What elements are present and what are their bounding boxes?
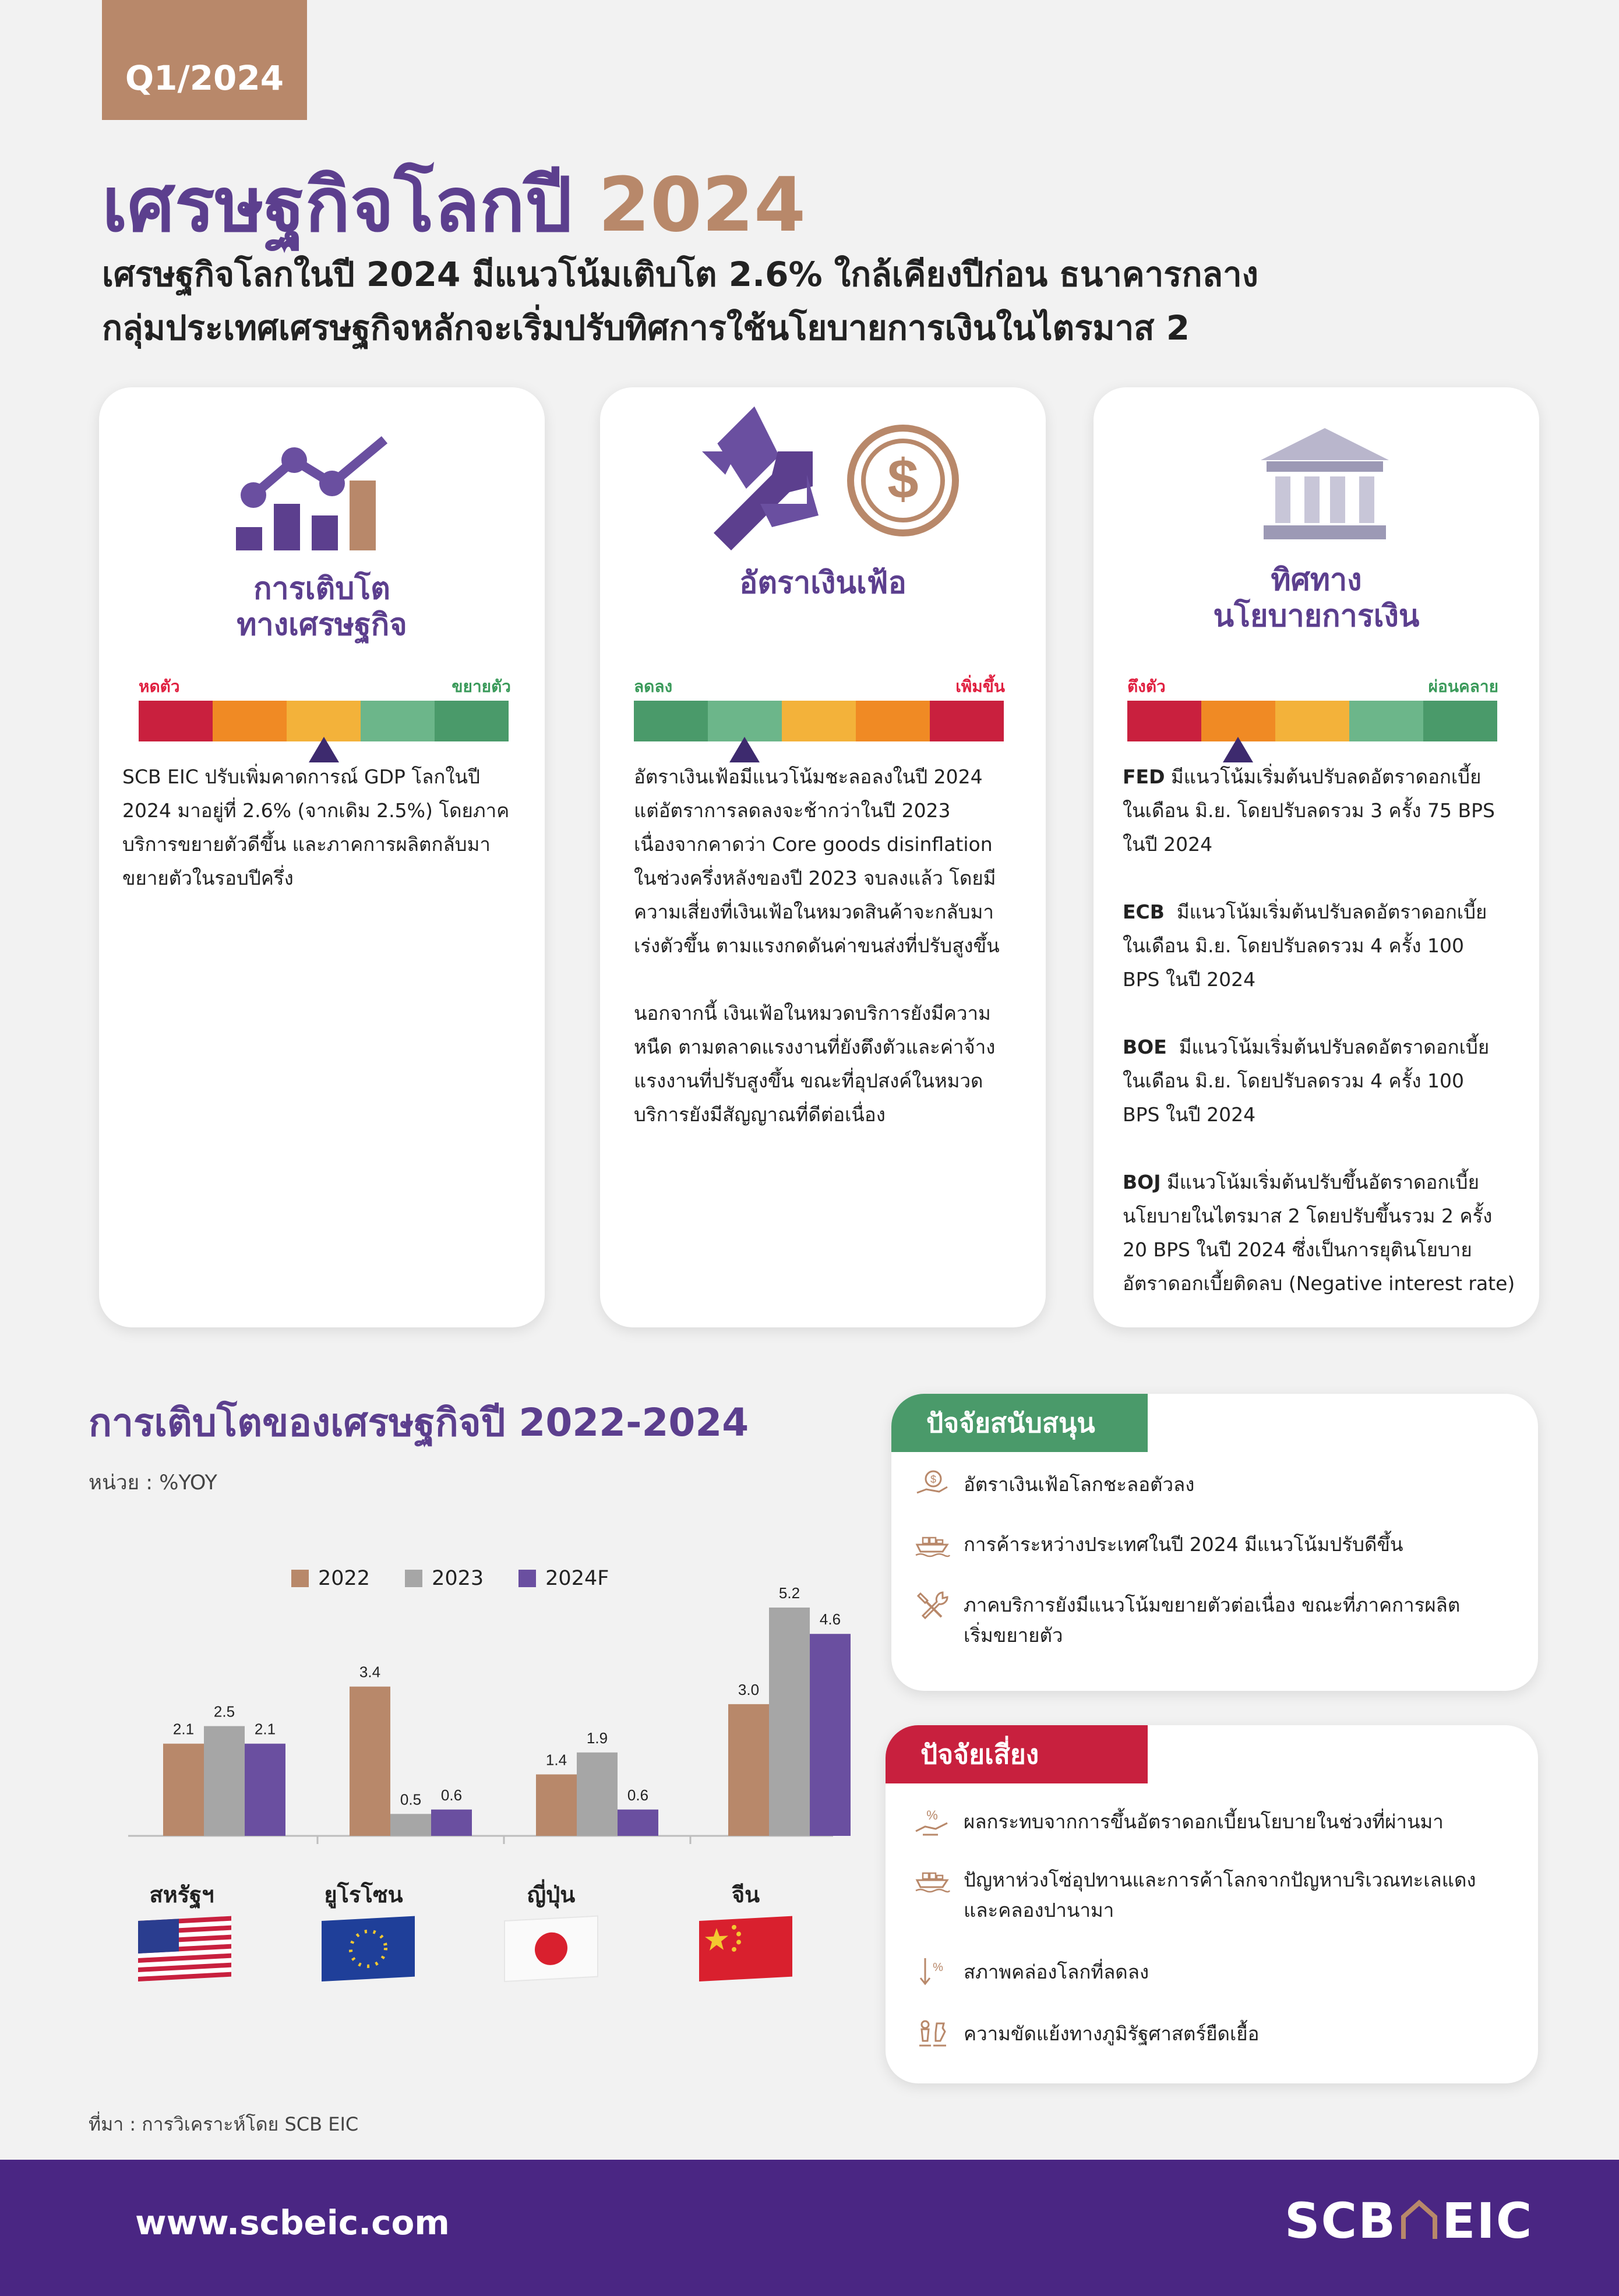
risk-item-text: ผลกระทบจากการขึ้นอัตราดอกเบี้ยนโยบายในช่วงที่ผ่านมา <box>964 1810 1444 1833</box>
growth-scale-right: ขยายตัว <box>452 677 511 696</box>
legend-swatch-2022 <box>291 1570 309 1587</box>
growth-body-line: 2024 มาอยู่ที่ 2.6% (จากเดิม 2.5%) โดยภาค <box>122 799 510 822</box>
inflation-scale-right: เพิ่มขึ้น <box>955 677 1005 696</box>
bar-value-label: 3.4 <box>359 1663 381 1681</box>
bar-2024F-1 <box>431 1810 472 1836</box>
risk-item <box>915 1807 1444 1837</box>
support-title: ปัจจัยสนับสนุน <box>891 1394 1148 1452</box>
down-percent-icon <box>915 1957 950 1987</box>
chart-section-title: การเติบโตของเศรษฐกิจปี 2022-2024 <box>89 1400 749 1445</box>
country-label-us: สหรัฐฯ <box>149 1882 214 1908</box>
bar-2023-2 <box>577 1753 618 1836</box>
subtitle-line-2: กลุ่มประเทศเศรษฐกิจหลักจะเริ่มปรับทิศการใช้นโยบายการเงินในไตรมาส 2 <box>102 308 1190 348</box>
bank-text: มีแนวโน้มเริ่มต้นปรับลดอัตราดอกเบี้ย <box>1179 1036 1490 1058</box>
bar-2022-0 <box>163 1744 204 1836</box>
page-subtitle <box>102 248 1258 355</box>
bank-ecb <box>1123 895 1530 997</box>
policy-scale-marker <box>1223 737 1253 762</box>
bar-value-label: 0.6 <box>627 1786 649 1804</box>
bank-text: ในปี 2024 <box>1123 833 1213 856</box>
policy-heading-line-1: ทิศทาง <box>1271 563 1362 598</box>
bank-name: FED <box>1123 765 1165 788</box>
bar-2023-1 <box>390 1814 431 1836</box>
us-flag-icon <box>138 1916 231 1981</box>
chart-unit: หน่วย : %YOY <box>89 1471 217 1495</box>
legend-label-2024f: 2024F <box>545 1567 609 1590</box>
svg-text:$: $ <box>887 448 919 510</box>
policy-scale-left: ตึงตัว <box>1127 677 1166 696</box>
bank-fed <box>1123 760 1530 861</box>
logo-right-text: EIC <box>1442 2192 1533 2249</box>
bank-text: อัตราดอกเบี้ยติดลบ (Negative interest rate) <box>1123 1272 1515 1295</box>
chart-legend <box>291 1567 609 1590</box>
inflation-body-line: เนื่องจากคาดว่า Core goods disinflation <box>634 833 993 856</box>
bar-value-label: 2.1 <box>254 1720 276 1738</box>
growth-body-line: ขยายตัวในรอบปีครึ่ง <box>122 867 294 889</box>
bar-2024F-2 <box>618 1810 658 1836</box>
japan-flag-icon <box>505 1916 598 1981</box>
inflation-body-line: อัตราเงินเฟ้อมีแนวโน้มชะลอลงในปี 2024 <box>634 765 983 788</box>
bank-text: มีแนวโน้มเริ่มต้นปรับขึ้นอัตราดอกเบี้ย <box>1166 1171 1479 1193</box>
bank-name: ECB <box>1123 900 1165 923</box>
bar-value-label: 1.4 <box>545 1751 567 1769</box>
support-card <box>891 1394 1538 1691</box>
support-item-text <box>964 1590 1460 1651</box>
risk-item-line: และคลองปานามา <box>964 1899 1114 1921</box>
policy-body <box>1123 760 1530 1301</box>
growth-scale-left: หดตัว <box>139 677 180 696</box>
support-item-line: ภาคบริการยังมีแนวโน้มขยายตัวต่อเนื่อง ขณะที่ภาคการผลิต <box>964 1594 1461 1616</box>
china-flag-icon <box>699 1916 792 1981</box>
dollar-coin-icon <box>845 422 961 539</box>
cargo-ship-icon <box>915 1865 950 1895</box>
legend-swatch-2023 <box>405 1570 422 1587</box>
bank-building-icon <box>1258 425 1392 542</box>
support-item-text: การค้าระหว่างประเทศในปี 2024 มีแนวโน้มปรับดีขึ้น <box>964 1533 1403 1556</box>
growth-body <box>122 760 530 895</box>
bar-2022-3 <box>728 1704 769 1836</box>
policy-heading-line-2: นโยบายการเงิน <box>1213 599 1420 634</box>
page-title <box>102 146 806 264</box>
inflation-scale-marker <box>729 737 760 762</box>
tools-icon <box>915 1590 950 1620</box>
bank-name: BOJ <box>1123 1171 1161 1193</box>
bar-2024F-3 <box>810 1634 851 1836</box>
inflation-body-line: นอกจากนี้ เงินเฟ้อในหมวดบริการยังมีความ <box>634 1002 991 1025</box>
risk-item <box>915 1957 1149 1987</box>
policy-card <box>1094 387 1539 1327</box>
svg-text:%: % <box>933 1961 943 1974</box>
percent-hand-icon <box>915 1807 950 1837</box>
policy-scale-right: ผ่อนคลาย <box>1428 677 1498 696</box>
bank-text: ในเดือน มิ.ย. โดยปรับลดรวม 4 ครั้ง 100 <box>1123 1069 1464 1092</box>
growth-card <box>99 387 545 1327</box>
bank-text: มีแนวโน้มเริ่มต้นปรับลดอัตราดอกเบี้ย <box>1170 765 1482 788</box>
bank-text: มีแนวโน้มเริ่มต้นปรับลดอัตราดอกเบี้ย <box>1176 900 1487 923</box>
support-item <box>915 1470 1194 1500</box>
risk-item-text: สภาพคล่องโลกที่ลดลง <box>964 1961 1149 1983</box>
footer-url[interactable]: www.scbeic.com <box>135 2203 450 2242</box>
legend-label-2022: 2022 <box>318 1567 371 1590</box>
policy-heading <box>1094 562 1539 634</box>
inflation-body-line: ในช่วงครึ่งหลังของปี 2023 จบลงแล้ว โดยมี <box>634 867 996 889</box>
inflation-body-line: หนืด ตามตลาดแรงงานที่ยังตึงตัวและค่าจ้าง <box>634 1036 996 1058</box>
bank-text: นโยบายในไตรมาส 2 โดยปรับขึ้นรวม 2 ครั้ง <box>1123 1204 1493 1227</box>
bar-2022-1 <box>350 1687 390 1836</box>
country-label-china: จีน <box>731 1882 760 1908</box>
page-title-year: 2024 <box>598 162 806 249</box>
legend-label-2023: 2023 <box>432 1567 484 1590</box>
country-label-japan: ญี่ปุ่น <box>527 1882 576 1908</box>
bar-value-label: 4.6 <box>819 1610 841 1629</box>
risk-item <box>915 2019 1259 2049</box>
quarter-tag: Q1/2024 <box>102 0 307 120</box>
bank-text: BPS ในปี 2024 <box>1123 1103 1256 1126</box>
page-title-main: เศรษฐกิจโลกปี <box>102 162 573 249</box>
bar-value-label: 2.5 <box>213 1702 235 1721</box>
inflation-body-line: บริการยังมีสัญญาณที่ดีต่อเนื่อง <box>634 1103 886 1126</box>
bank-text: 20 BPS ในปี 2024 ซึ่งเป็นการยุตินโยบาย <box>1123 1238 1472 1261</box>
risk-item-text: ความขัดแย้งทางภูมิรัฐศาสตร์ยืดเยื้อ <box>964 2022 1260 2045</box>
bank-text: BPS ในปี 2024 <box>1123 968 1256 991</box>
country-label-eurozone: ยูโรโซน <box>324 1882 403 1908</box>
growth-body-line: บริการขยายตัวดีขึ้น และภาคการผลิตกลับมา <box>122 833 491 856</box>
chart-source: ที่มา : การวิเคราะห์โดย SCB EIC <box>89 2113 359 2135</box>
inflation-body-line: แรงงานที่ปรับสูงขึ้น ขณะที่อุปสงค์ในหมวด <box>634 1069 983 1092</box>
risk-item-line: ปัญหาห่วงโซ่อุปทานและการค้าโลกจากปัญหาบริเวณทะเลแดง <box>964 1868 1476 1891</box>
growth-bar-chart <box>87 1584 845 1858</box>
growth-chart-icon <box>230 422 405 556</box>
bar-value-label: 1.9 <box>586 1729 608 1747</box>
risk-card <box>886 1725 1538 2083</box>
svg-text:%: % <box>926 1808 938 1822</box>
subtitle-line-1: เศรษฐกิจโลกในปี 2024 มีแนวโน้มเติบโต 2.6% ใกล้เคียงปีก่อน ธนาคารกลาง <box>102 255 1258 294</box>
inflation-heading: อัตราเงินเฟ้อ <box>739 566 907 601</box>
svg-text:$: $ <box>930 1474 937 1485</box>
growth-heading-line-2: ทางเศรษฐกิจ <box>237 607 407 642</box>
bar-value-label: 5.2 <box>778 1584 800 1602</box>
legend-swatch-2024f <box>518 1570 536 1587</box>
rising-arrows-icon <box>690 416 824 550</box>
bank-boe <box>1123 1030 1530 1132</box>
growth-body-line: SCB EIC ปรับเพิ่มคาดการณ์ GDP โลกในปี <box>122 765 480 788</box>
inflation-body-spacer <box>634 963 1042 997</box>
bank-text: ในเดือน มิ.ย. โดยปรับลดรวม 3 ครั้ง 75 BPS <box>1123 799 1495 822</box>
bank-boj <box>1123 1165 1530 1301</box>
chess-icon <box>915 2019 950 2049</box>
risk-item-text <box>964 1865 1476 1926</box>
bar-2023-0 <box>204 1726 245 1836</box>
risk-title: ปัจจัยเสี่ยง <box>886 1725 1148 1783</box>
inflation-body <box>634 760 1042 1132</box>
growth-heading-line-1: การเติบโต <box>253 571 390 606</box>
support-item <box>915 1530 1403 1560</box>
scb-eic-logo <box>1285 2192 1533 2249</box>
bar-2022-2 <box>536 1774 577 1836</box>
bank-text: ในเดือน มิ.ย. โดยปรับลดรวม 4 ครั้ง 100 <box>1123 934 1464 957</box>
support-item <box>915 1590 1460 1651</box>
growth-scale-marker <box>309 737 339 762</box>
logo-house-icon <box>1399 2199 1440 2242</box>
bar-value-label: 3.0 <box>738 1680 760 1698</box>
bar-value-label: 2.1 <box>172 1720 195 1738</box>
bank-name: BOE <box>1123 1036 1167 1058</box>
inflation-scale-bar <box>634 701 1004 741</box>
cargo-ship-icon <box>915 1530 950 1560</box>
inflation-body-line: แต่อัตราการลดลงจะช้ากว่าในปี 2023 <box>634 799 951 822</box>
policy-scale-bar <box>1127 701 1497 741</box>
coin-hand-icon <box>915 1470 950 1500</box>
growth-scale-bar <box>139 701 509 741</box>
risk-item <box>915 1865 1476 1926</box>
support-item-line: เริ่มขยายตัว <box>964 1624 1063 1647</box>
logo-left-text: SCB <box>1285 2192 1397 2249</box>
bar-value-label: 0.5 <box>400 1790 422 1808</box>
bar-value-label: 0.6 <box>440 1786 463 1804</box>
inflation-body-line: ความเสี่ยงที่เงินเฟ้อในหมวดสินค้าจะกลับมา <box>634 900 994 923</box>
growth-heading <box>99 571 545 643</box>
eu-flag-icon <box>322 1916 415 1981</box>
support-item-text: อัตราเงินเฟ้อโลกชะลอตัวลง <box>964 1473 1195 1496</box>
bar-2024F-0 <box>245 1744 285 1836</box>
inflation-scale-left: ลดลง <box>634 677 673 696</box>
inflation-body-line: เร่งตัวขึ้น ตามแรงกดดันค่าขนส่งที่ปรับสูงขึ้น <box>634 934 1000 957</box>
inflation-card <box>600 387 1046 1327</box>
bar-2023-3 <box>769 1608 810 1836</box>
